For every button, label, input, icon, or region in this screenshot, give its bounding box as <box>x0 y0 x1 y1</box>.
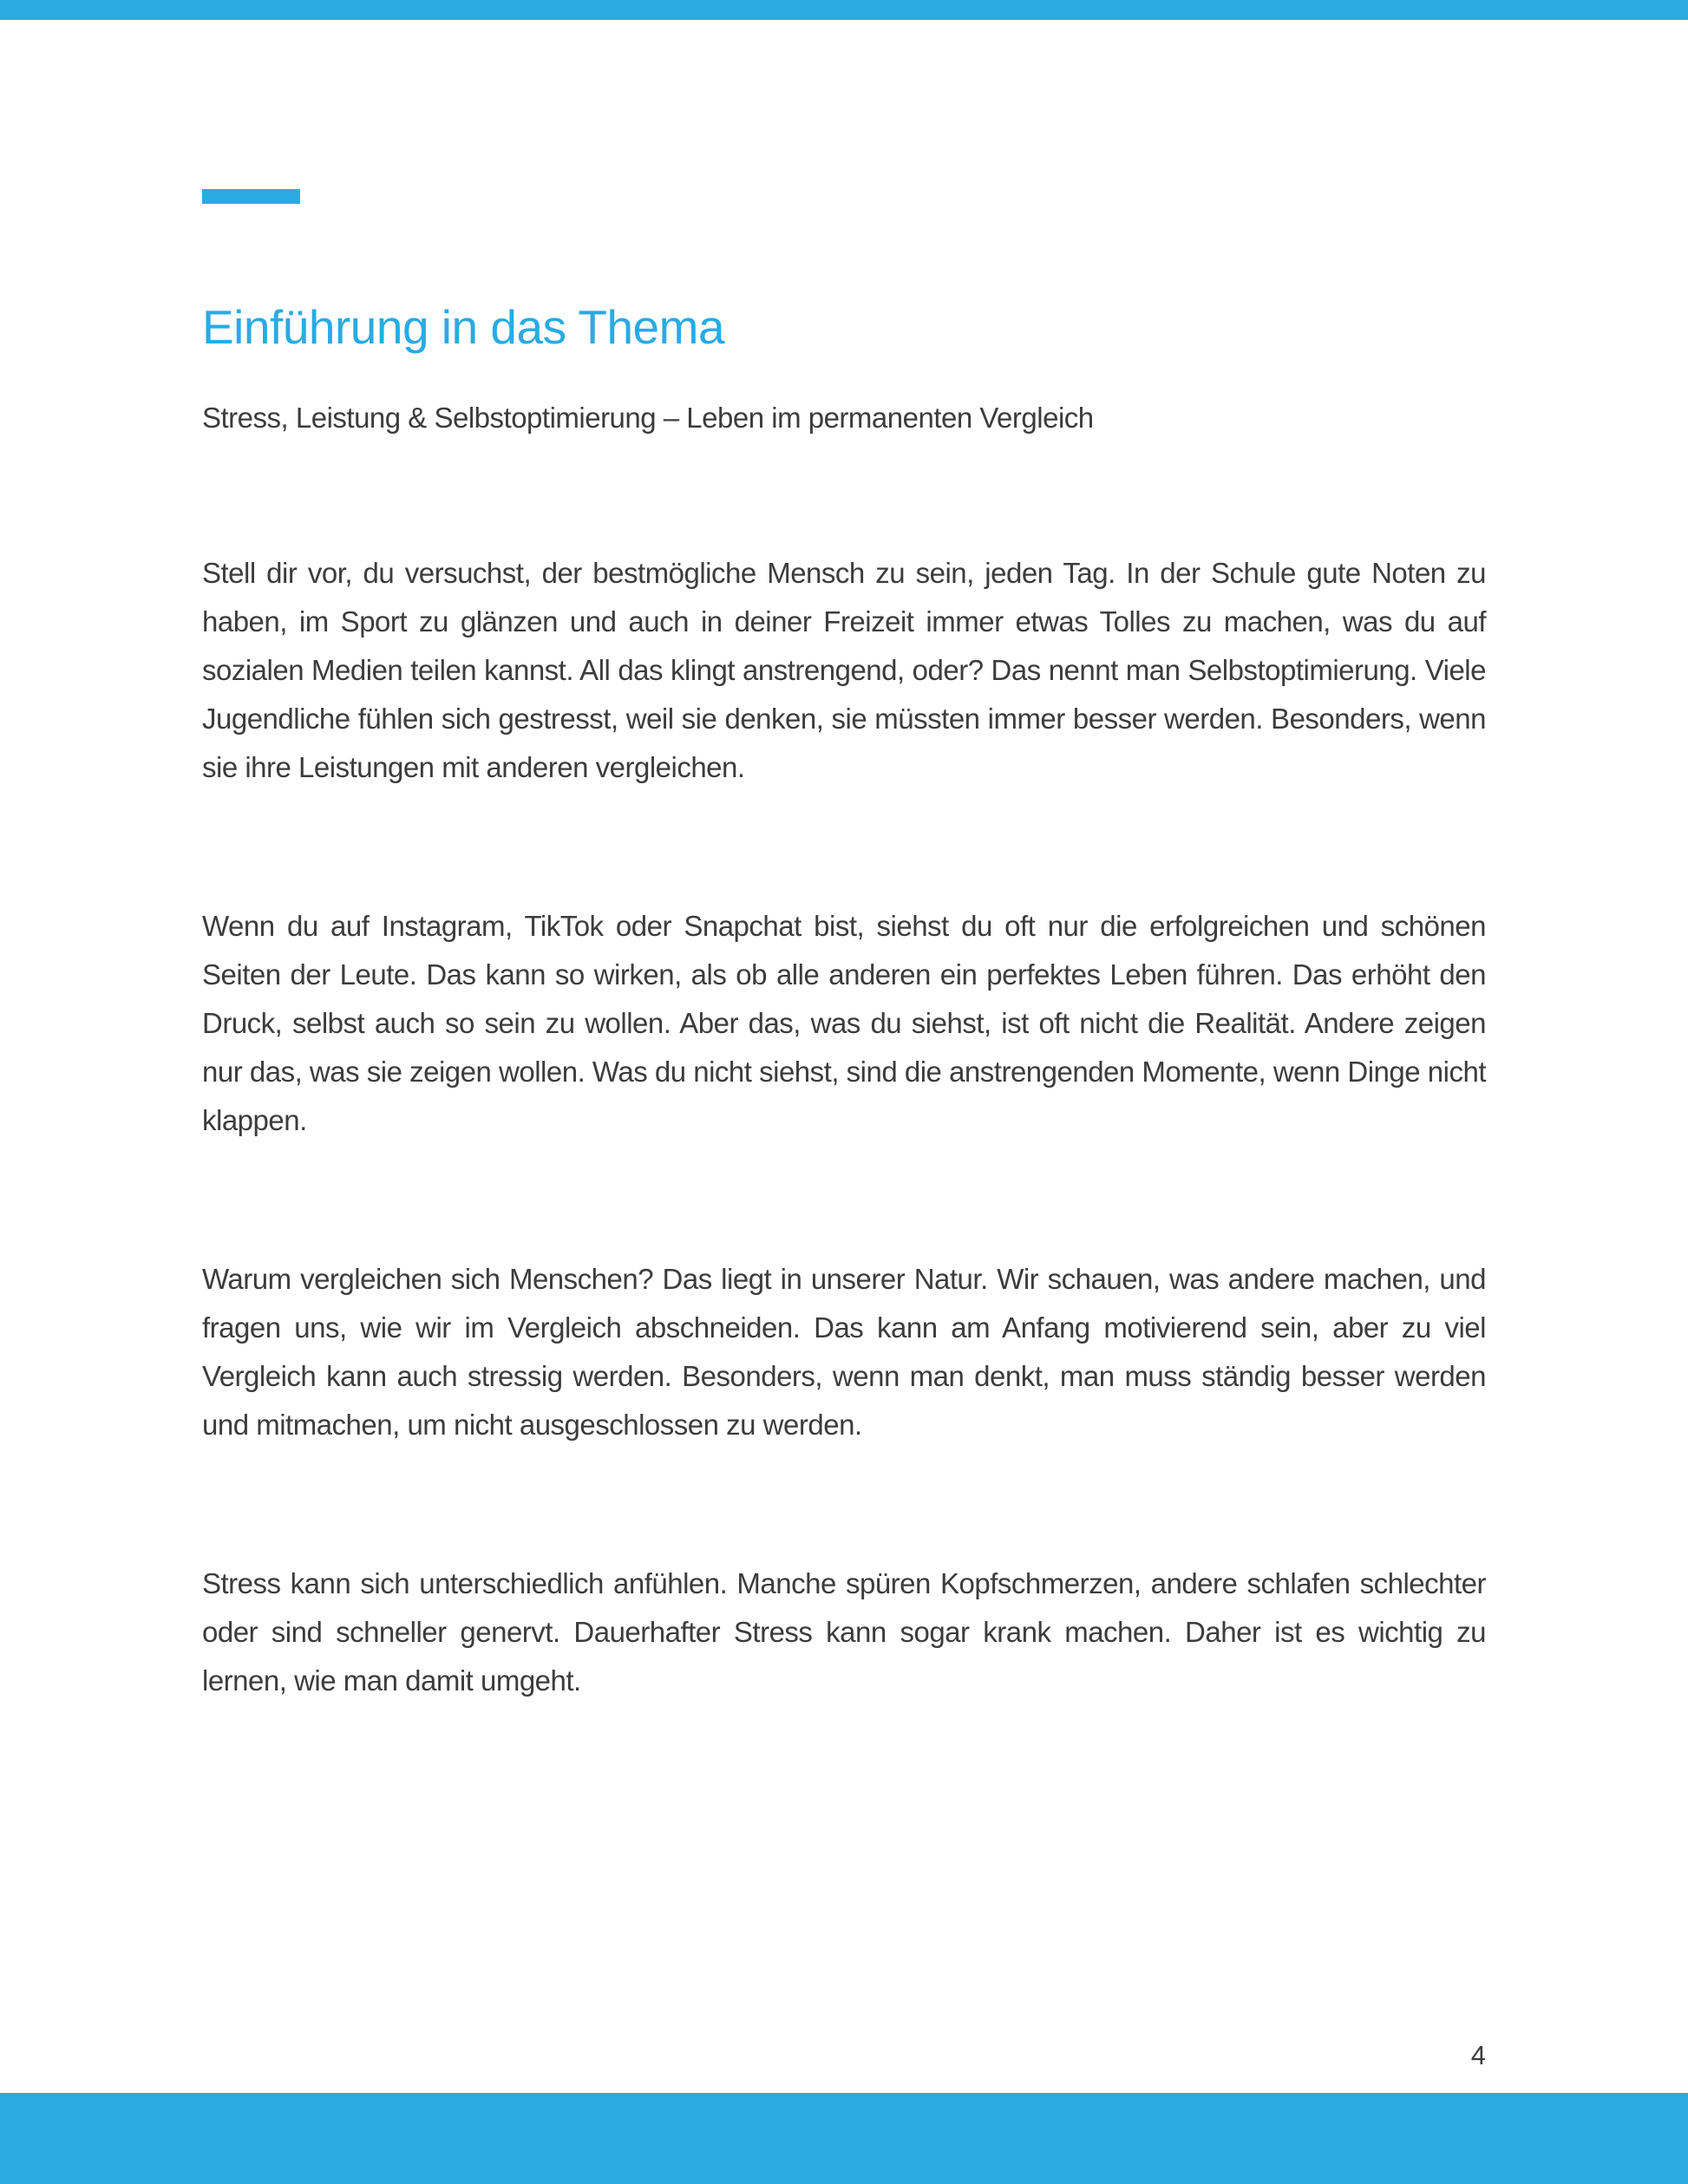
page-content <box>202 0 1486 1815</box>
paragraph-intro-selbstoptimierung: Stell dir vor, du versuchst, der bestmögliche Mensch zu sein, jeden Tag. In der Schule gute Noten zu haben, im Sport zu glänzen und auch in deiner Freizeit immer etwas Tolles zu machen, was du auf sozialen Medien teilen kannst. All das klingt anstrengend, oder? Das nennt man Selbstoptimierung. Viele Jugendliche fühlen sich gestresst, weil sie denken, sie müssten immer besser werden. Besonders, wenn sie ihre Leistungen mit anderen vergleichen. <box>202 557 1486 783</box>
paragraph-stress: Stress kann sich unterschiedlich anfühlen. Manche spüren Kopfschmerzen, andere schlafen schlechter oder sind schneller genervt. Dauerhafter Stress kann sogar krank machen. Daher ist es wichtig zu lernen, wie man damit umgeht. <box>202 1567 1486 1697</box>
bottom-accent-bar <box>0 2093 1688 2184</box>
page-number: 4 <box>1470 2040 1486 2070</box>
page-subtitle: Stress, Leistung & Selbstoptimierung – Leben im permanenten Vergleich <box>202 402 1094 434</box>
paragraph-vergleich: Warum vergleichen sich Menschen? Das liegt in unserer Natur. Wir schauen, was andere machen, und fragen uns, wie wir im Vergleich abschneiden. Das kann am Anfang motivierend sein, aber zu viel Vergleich kann auch stressig werden. Besonders, wenn man denkt, man muss ständig besser werden und mitmachen, um nicht ausgeschlossen zu werden. <box>202 1263 1486 1441</box>
accent-dash <box>202 189 300 204</box>
page-title: Einführung in das Thema <box>202 300 725 354</box>
paragraph-social-media: Wenn du auf Instagram, TikTok oder Snapchat bist, siehst du oft nur die erfolgreichen und schönen Seiten der Leute. Das kann so wirken, als ob alle anderen ein perfektes Leben führen. Das erhöht den Druck, selbst auch so sein zu wollen. Aber das, was du siehst, ist oft nicht die Realität. Andere zeigen nur das, was sie zeigen wollen. Was du nicht siehst, sind die anstrengenden Momente, wenn Dinge nicht klappen. <box>202 910 1486 1136</box>
